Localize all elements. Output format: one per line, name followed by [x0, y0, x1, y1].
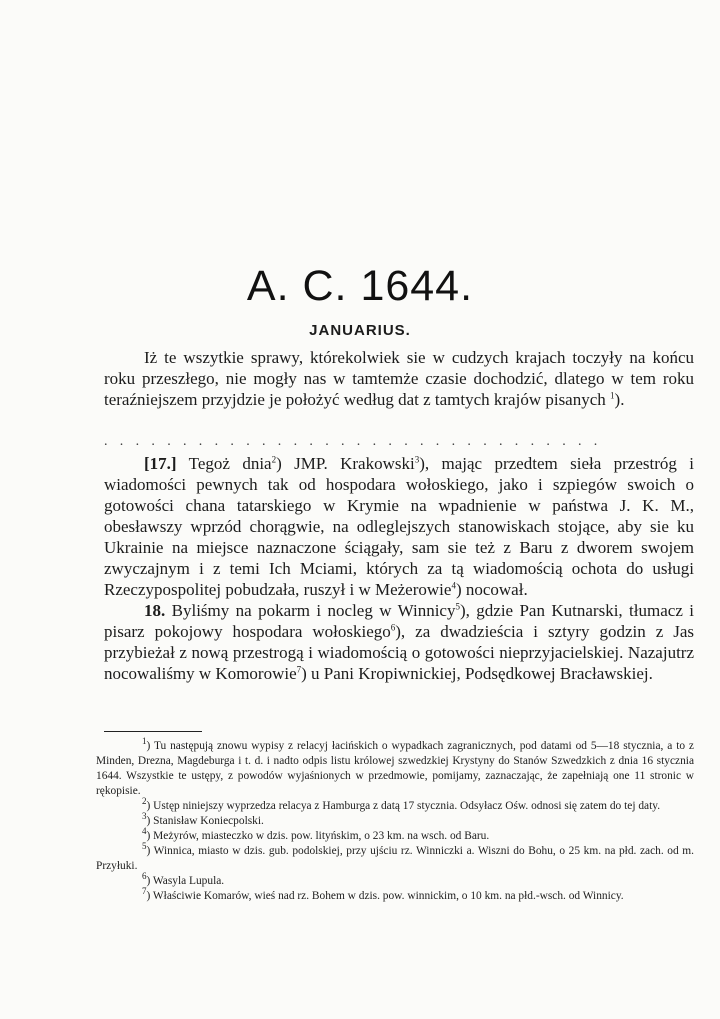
footnote — [96, 871, 694, 889]
intro-text: Iż te wszytkie sprawy, którekolwiek sie w cudzych krajach toczyły na końcu roku przeszłego, nie mogły nas w tamtemże czasie dochodzić, dlatego w tem roku teraźniejszem przyjdzie je położyć według dat z tamtych krajów pisanych — [104, 348, 694, 409]
entry-text: Byliśmy na pokarm i nocleg w Winnicy — [165, 601, 456, 620]
footnote-mark: 5 — [142, 841, 147, 852]
entry-text: ), mając przedtem sieła przestróg i wiadomości pewnych tak od hospodara wołoskiego, jako i szpiegów swoich o gotowości chana tatarskiego w Krymie na wpadnienie w państwa J. K. M., obesławszy wprzód chorągwie, na odleglejszych stanowiskach stojące, aby sie ku Ukrainie na miejsce naznaczone ściągały, sam sie też z Baru z dworem swojem zwyczajnym i z temi Ich Mciami, których za tą wiadomością ochota do usługi Rzeczypospolitej pobudzała, ruszył i w Meżerowie — [104, 454, 695, 599]
intro-paragraph: Iż te wszytkie sprawy, którekolwiek sie w cudzych krajach toczyły na końcu roku przeszłego, nie mogły nas w tamtemże czasie dochodzić, dlatego w tem roku teraźniejszem przyjdzie je położyć według dat z tamtych krajów pisanych $^1$). — [104, 348, 694, 409]
footnote-text: ) Meżyrów, miasteczko w dzis. pow. lityńskim, o 23 km. na wsch. od Baru. — [146, 830, 490, 842]
page-heading: A. C. 1644. — [246, 262, 474, 310]
footnote-mark: 7 — [142, 886, 147, 897]
footnote-mark: 1 — [142, 736, 147, 747]
footnote-mark: 3 — [142, 811, 147, 822]
month-heading: JANUARIUS. — [309, 322, 411, 339]
entry-text: ) nocował. — [455, 580, 528, 599]
footnote-ref: 6 — [390, 622, 396, 633]
entry-number: [17.] — [144, 454, 177, 473]
footnote-ref: 5 — [455, 601, 460, 612]
footnote — [96, 826, 694, 844]
footnote-ref: 3 — [414, 454, 420, 465]
entry-18 — [104, 600, 694, 684]
footnotes — [96, 736, 694, 904]
footnote-mark: 6 — [142, 871, 147, 882]
entry-17 — [104, 453, 694, 600]
footnote-ref: 7 — [296, 664, 302, 675]
footnote-text: ) Ustęp niniejszy wyprzedza relacya z Hamburga z datą 17 stycznia. Odsyłacz Ośw. odnosi się zatem do tej daty. — [146, 800, 661, 812]
footnote-ref: 1 — [610, 390, 615, 401]
footnote — [96, 796, 694, 814]
footnote-text: ) Wasyla Lupula. — [146, 875, 225, 887]
ellipsis-divider: ................................ — [104, 434, 610, 449]
footnote-text: ) Stanisław Koniecpolski. — [146, 815, 264, 827]
footnote-mark: 2 — [142, 796, 147, 807]
footnote-ref: 2 — [271, 454, 277, 465]
entry-text: ) JMP. Krakowski — [276, 454, 415, 473]
entry-text: ), gdzie Pan Kutnarski, tłumacz i pisarz pokojowy hospodara wołoskiego — [104, 601, 694, 641]
footnote-text: ) Właściwie Komarów, wieś nad rz. Bohem w dzis. pow. winnickim, o 10 km. na płd.-wsch. od Winnicy. — [146, 890, 624, 902]
footnote-divider — [104, 731, 202, 732]
entry-number: 18. — [144, 601, 166, 620]
main-entries — [104, 453, 694, 684]
footnote-ref: 4 — [451, 580, 456, 591]
entry-text: ), za dwadzieścia i sztyry godzin z Jas przybieżał z nową przestrogą i wiadomością o gotowości nieprzyjacielskiej. Nazajutrz nocowaliśmy w Komorowie — [104, 622, 694, 683]
footnote-text: ) Winnica, miasto w dzis. gub. podolskiej, przy ujściu rz. Winniczki a. Wiszni do Bohu, o 25 km. na płd. zach. od m. Przyłuki. — [96, 845, 694, 872]
footnote — [96, 841, 694, 874]
footnote — [96, 811, 694, 829]
footnote-text: ) Tu następują znowu wypisy z relacyj łacińskich o wypadkach zagranicznych, pod datami od 5—18 stycznia, a to z Minden, Drezna, Magdeburga i t. d. i nadto odpis listu królowej szwedzkiej Krystyny do Stanów Szwedzkich z dnia 16 stycznia 1644. Wszystkie te ustępy, z powodów wyjaśnionych w przedmowie, pomijamy, zaznaczając, że zapełniają one 11 stronic w rękopisie. — [96, 740, 694, 797]
footnote — [96, 886, 694, 904]
footnote-mark: 4 — [142, 826, 147, 837]
entry-text: ) u Pani Kropiwnickiej, Podsędkowej Bracławskiej. — [301, 664, 653, 683]
footnote — [96, 736, 694, 799]
entry-text: Tegoż dnia — [176, 454, 272, 473]
